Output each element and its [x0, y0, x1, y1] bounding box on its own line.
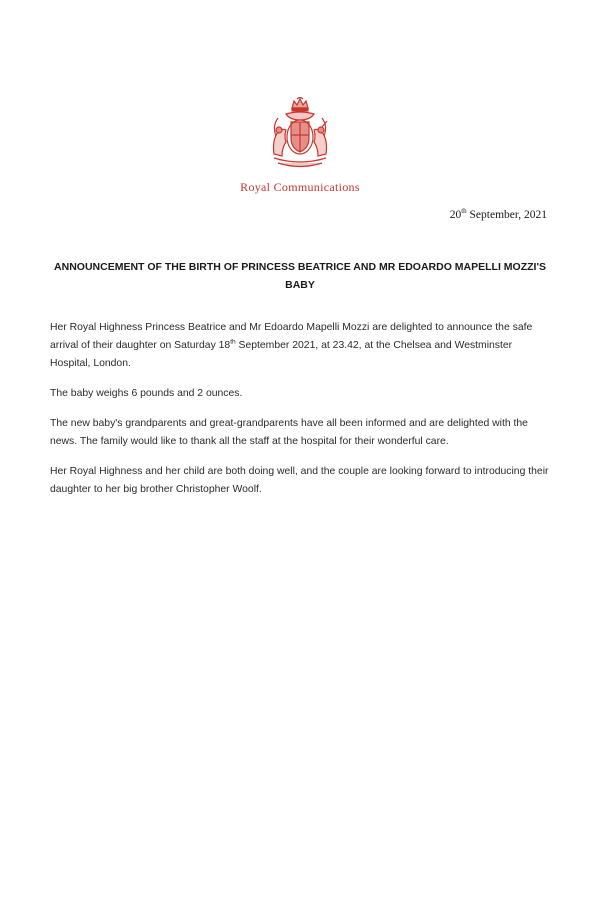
date-rest: September, 2021 [466, 209, 547, 221]
announcement-heading: ANNOUNCEMENT OF THE BIRTH OF PRINCESS BEATRICE AND MR EDOARDO MAPELLI MOZZI'S BABY [54, 261, 546, 291]
announcement-date [450, 209, 547, 221]
paragraph-birth-suffix: th [230, 338, 236, 346]
announcement-body [50, 319, 555, 511]
royal-coat-of-arms-icon [264, 96, 336, 172]
date-day: 20 [449, 209, 462, 221]
paragraph-birth-before: Her Royal Highness Princess Beatrice and Mr Edoardo Mapelli Mozzi are delighted to announce the safe arrival of their daughter on Saturday 18 [50, 322, 533, 351]
paragraph-birth-details [50, 319, 555, 373]
date-suffix: th [461, 207, 467, 216]
paragraph-birth-after: September 2021, at 23.42, at the Chelsea and Westminster Hospital, London. [50, 340, 513, 369]
paragraph-weight: The baby weighs 6 pounds and 2 ounces. [50, 388, 243, 399]
letterhead-title: Royal Communications [240, 180, 360, 194]
paragraph-wellbeing: Her Royal Highness and her child are both doing well, and the couple are looking forward to introducing their daughter to her big brother Christopher Woolf. [50, 466, 549, 495]
paragraph-family: The new baby's grandparents and great-grandparents have all been informed and are delighted with the news. The family would like to thank all the staff at the hospital for their wonderful care. [50, 418, 528, 447]
